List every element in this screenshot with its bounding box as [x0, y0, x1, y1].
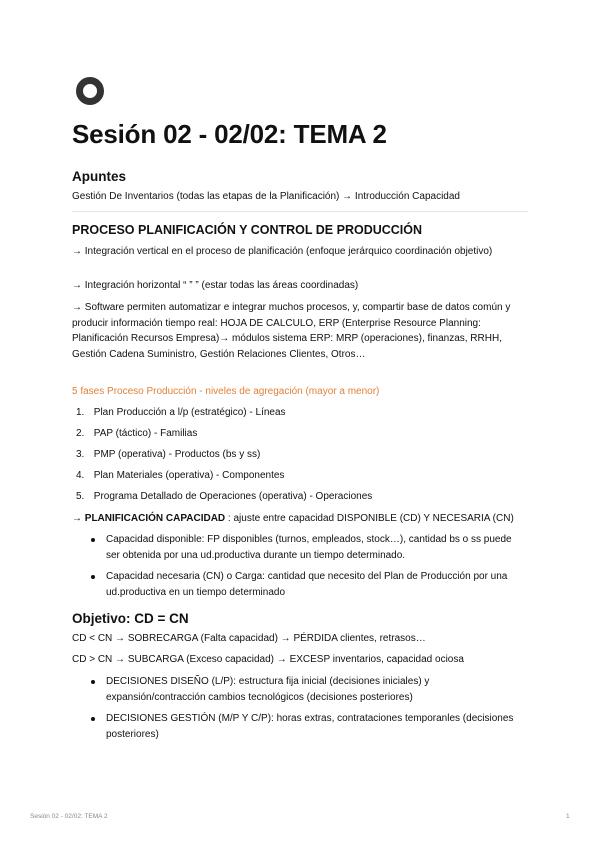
decisiones-bullets — [86, 674, 526, 748]
subcarga-line: CD > CN → SUBCARGA (Exceso capacidad) → EXCESP inventarios, capacidad ociosa — [72, 654, 464, 665]
list-item: Capacidad necesaria (CN) o Carga: cantidad que necesito del Plan de Producción por una ud.productiva en un tiempo determinado — [86, 569, 526, 600]
apuntes-heading: Apuntes — [72, 169, 126, 184]
list-item: 5. Programa Detallado de Operaciones (operativa) - Operaciones — [76, 491, 373, 502]
apuntes-text: Gestión De Inventarios (todas las etapas de la Planificación) → Introducción Capacidad — [72, 191, 460, 202]
sobrecarga-line: CD < CN → SOBRECARGA (Falta capacidad) → PÉRDIDA clientes, retrasos… — [72, 633, 426, 644]
list-item: 2. PAP (táctico) - Familias — [76, 428, 198, 439]
capacidad-bold: PLANIFICACIÓN CAPACIDAD — [84, 513, 226, 524]
paragraph-horizontal: → Integración horizontal “ ” ” (estar todas las áreas coordinadas) — [72, 280, 359, 291]
bullet-icon — [91, 575, 95, 579]
list-item: Capacidad disponible: FP disponibles (turnos, empleados, stock…), cantidad bs o ss puede ser obtenida por una ud.productiva durante un tiempo determinado. — [86, 532, 526, 563]
capacidad-line: → PLANIFICACIÓN CAPACIDAD : ajuste entre capacidad DISPONIBLE (CD) Y NECESARIA (CN) — [72, 513, 514, 524]
list-item: 3. PMP (operativa) - Productos (bs y ss) — [76, 449, 261, 460]
objetivo-heading: Objetivo: CD = CN — [72, 611, 189, 626]
page-title: Sesión 02 - 02/02: TEMA 2 — [72, 119, 387, 149]
fases-heading: 5 fases Proceso Producción - niveles de agregación (mayor a menor) — [72, 386, 380, 397]
paragraph-vertical: → Integración vertical en el proceso de planificación (enfoque jerárquico coordinación objetivo) — [72, 246, 493, 257]
divider — [72, 211, 528, 212]
bullet-icon — [91, 717, 95, 721]
fases-list — [76, 405, 372, 510]
page-icon — [76, 77, 104, 105]
list-item: DECISIONES DISEÑO (L/P): estructura fija inicial (decisiones iniciales) y expansión/contracción cambios tecnológicos (decisiones posteriores) — [86, 674, 526, 705]
page-number: 1 — [566, 813, 570, 820]
paragraph-software: → Software permiten automatizar e integrar muchos procesos, y, compartir base de datos común y producir información tiempo real: HOJA DE CALCULO, ERP (Enterprise Resource Planning: Planificación Recursos Empresa)→ módulos sistema ERP: MRP (operaciones), finanzas, RRHH, Gestión Cadena Suministro, Gestión Relaciones Clientes, Otros… — [72, 302, 511, 360]
bullet-icon — [91, 538, 95, 542]
list-item: DECISIONES GESTIÓN (M/P Y C/P): horas extras, contrataciones temporanles (decisiones posteriores) — [86, 711, 526, 742]
list-item: 4. Plan Materiales (operativa) - Componentes — [76, 470, 285, 481]
section-heading: PROCESO PLANIFICACIÓN Y CONTROL DE PRODUCCIÓN — [72, 223, 423, 237]
capacidad-bullets — [86, 532, 526, 606]
list-item: 1. Plan Producción a l/p (estratégico) - Líneas — [76, 407, 286, 418]
bullet-icon — [91, 680, 95, 684]
footer-title: Sesión 02 - 02/02: TEMA 2 — [30, 813, 108, 820]
